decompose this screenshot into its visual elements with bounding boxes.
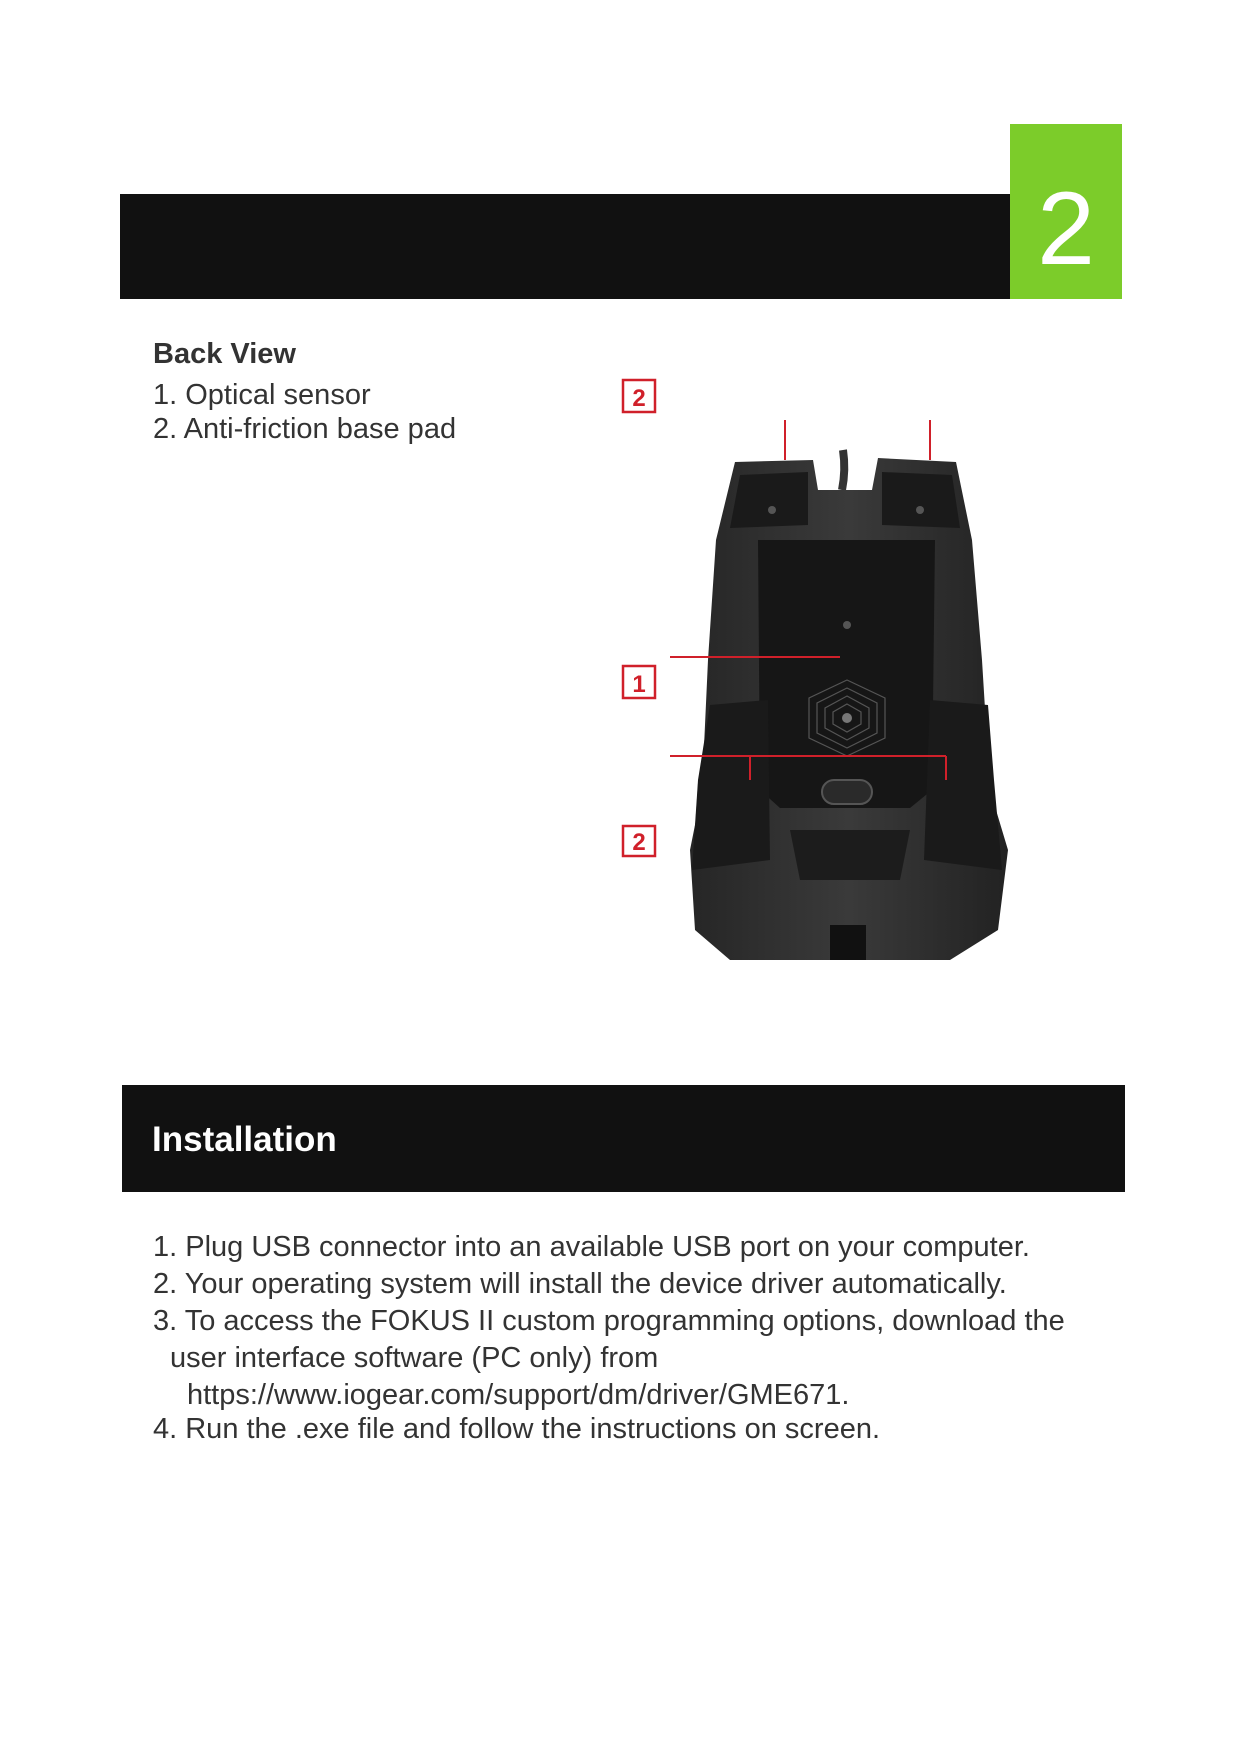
installation-step: 3. To access the FOKUS II custom programming options, download the	[153, 1305, 1065, 1337]
installation-title: Installation	[152, 1120, 337, 1159]
top-left-pad	[730, 472, 808, 528]
page-number: 2	[1037, 171, 1095, 287]
back-view-list	[153, 378, 456, 446]
installation-step-continued: user interface software (PC only) from	[170, 1342, 659, 1374]
list-item: 2. Anti-friction base pad	[153, 413, 457, 445]
callout-label: 1	[632, 671, 646, 698]
installation-step: 2. Your operating system will install the device driver automatically.	[153, 1268, 1007, 1300]
header-bar	[120, 194, 1010, 299]
side-left-pad	[692, 700, 770, 870]
installation-step: 1. Plug USB connector into an available USB port on your computer.	[153, 1231, 1030, 1263]
installation-header-bar	[122, 1085, 1125, 1192]
side-right-pad	[924, 700, 1002, 870]
driver-download-url: https://www.iogear.com/support/dm/driver/GME671.	[187, 1379, 850, 1411]
callout-markers	[620, 378, 660, 858]
installation-steps	[153, 1230, 1113, 1449]
cable-shape	[842, 450, 844, 490]
top-right-pad	[882, 472, 960, 528]
callout-label: 2	[632, 385, 646, 412]
page-number-tab	[1010, 124, 1122, 299]
callout-label: 2	[632, 829, 646, 856]
list-item: 1. Optical sensor	[153, 379, 371, 411]
mouse-back-view-figure	[610, 420, 1030, 980]
back-view-title: Back View	[153, 338, 296, 370]
center-plate	[758, 540, 935, 808]
installation-step: 4. Run the .exe file and follow the instructions on screen.	[153, 1413, 881, 1445]
